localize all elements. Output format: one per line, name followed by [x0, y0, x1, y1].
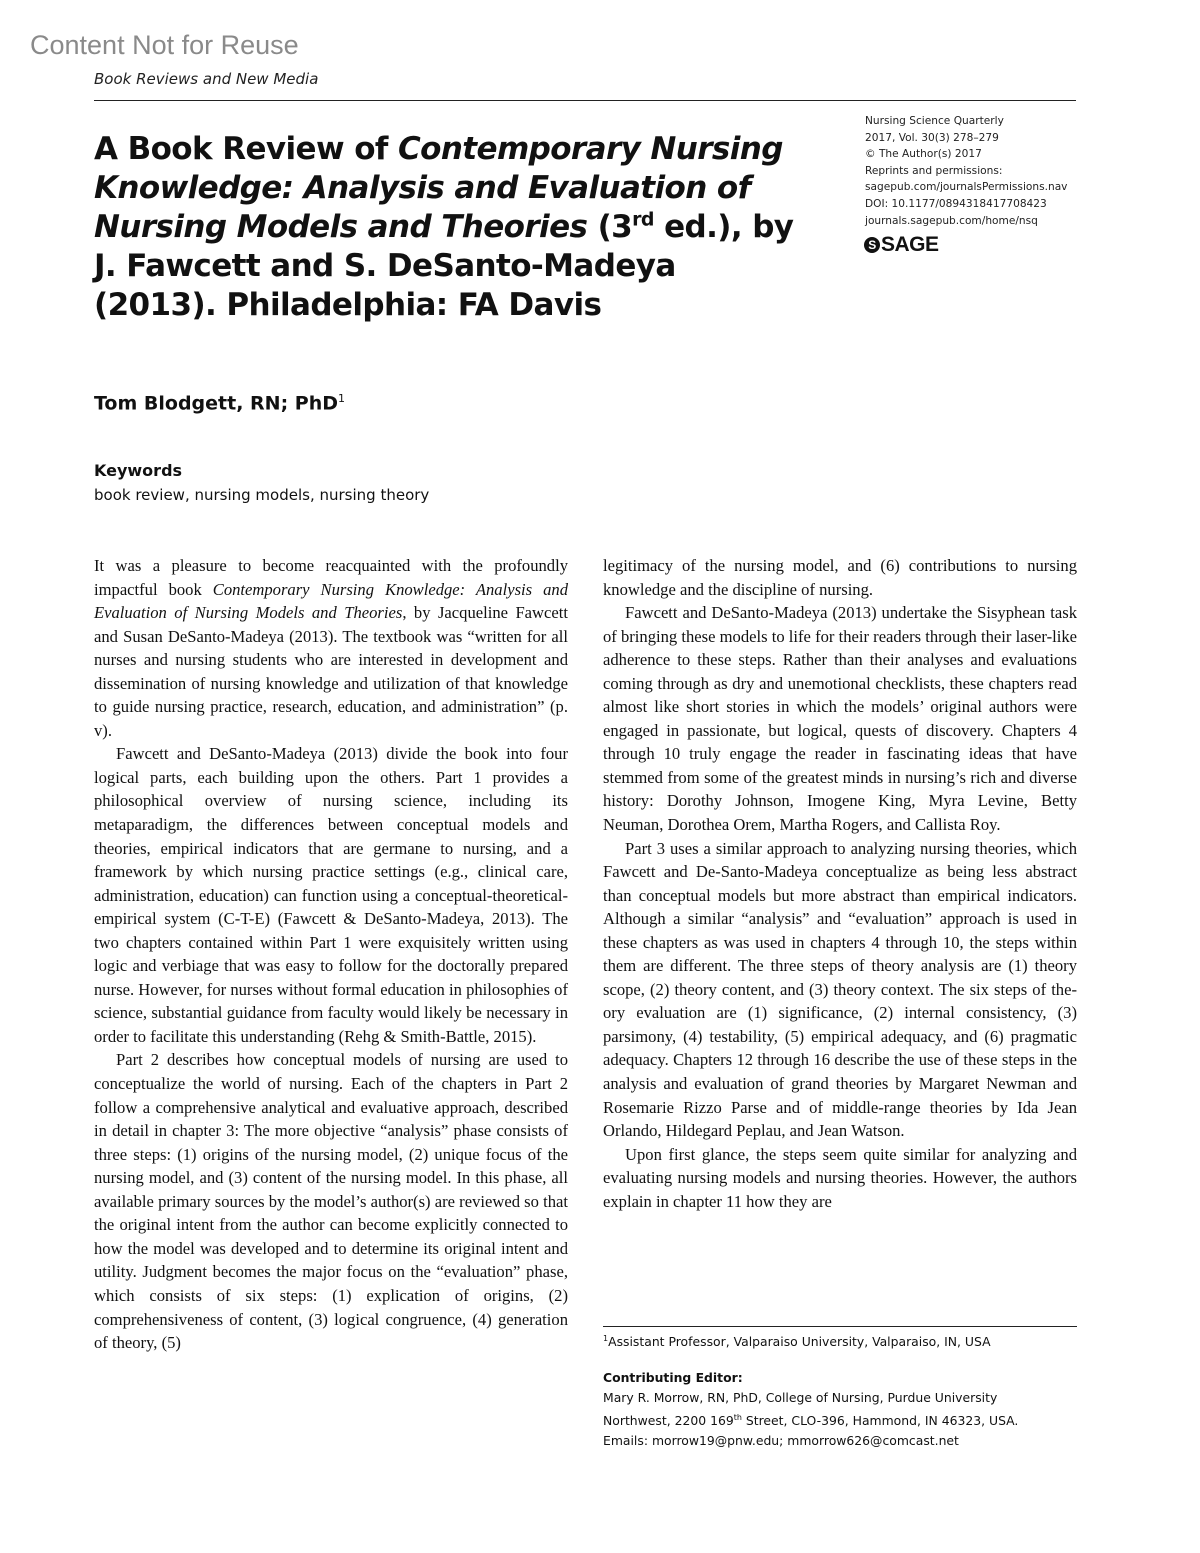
paragraph-text: It was a pleasure to become reacquainted with the profoundly impactful book — [94, 556, 568, 599]
paragraph — [94, 554, 568, 742]
editor-address-b: Street, CLO-396, Hammond, IN 46323, USA. — [741, 1413, 1019, 1429]
paragraph: Fawcett and DeSanto-Madeya (2013) undertake the Sisyphean task of bringing these models to life for their readers through their laser-like adherence to these steps. Rather than their analyses and evaluations coming through as dry and unemotional checklists, these chapters read almost like short stories in which the models’ original authors were engaged in passionate, but logical, quests of discovery. Chapters 4 through 10 truly engage the reader in fascinating ideas that have stemmed from some of the greatest minds in nursing’s rich and diverse history: Dorothy Johnson, Imogene King, Myra Levine, Betty Neuman, Dorothea Orem, Martha Rogers, and Callista Roy. — [603, 603, 1077, 835]
author-name — [94, 392, 345, 414]
footnote-rule — [603, 1326, 1077, 1327]
body-column-right — [603, 554, 1077, 1213]
sage-logo-text: SAGE — [881, 233, 939, 256]
paragraph-text: , by Jacqueline Fawcett and Susan DeSanto-Madeya (2013). The textbook was “written for all nurses and nursing students who are interested in development and dissemination of nursing knowledge and utilization of that knowledge to guide nursing practice, research, education, and administration” (p. v). — [94, 603, 568, 740]
journal-meta — [865, 113, 1080, 229]
affiliation-footnote — [603, 1334, 1083, 1349]
journal-volume: 2017, Vol. 30(3) 278–279 — [865, 131, 999, 144]
journal-homepage-link[interactable]: journals.sagepub.com/home/nsq — [865, 214, 1038, 227]
sage-s-icon: S — [864, 237, 880, 253]
contributing-editor — [603, 1368, 1083, 1451]
journal-reprints: Reprints and permissions: — [865, 164, 1003, 177]
sage-logo — [864, 233, 939, 257]
keywords-heading: Keywords — [94, 461, 183, 480]
paragraph: Upon first glance, the steps seem quite similar for analyzing and evaluating nursing models and nursing theories. However, the authors explain in chapter 11 how they are — [603, 1144, 1077, 1211]
paragraph: Part 2 describes how conceptual models of nursing are used to conceptualize the world of nursing. Each of the chapters in Part 2 follow a comprehensive analytical and evaluative approach, described in detail in chapter 3: The more objective “analysis” phase consists of three steps: (1) origins of the nursing model, (2) unique focus of the nursing model, and (3) content of the nursing model. In this phase, all available primary sources by the model’s author(s) are reviewed so that the original intent from the author can become explicitly connected to how the model was developed and to determine its original intent and utility. Judgment becomes the major focus on the “evaluation” phase, which consists of six steps: (1) explication of origins, (2) comprehensiveness of content, (3) logical congruence, (4) generation of theory, (5) — [94, 1050, 568, 1353]
editor-emails[interactable]: Emails: morrow19@pnw.edu; mmorrow626@comcast.net — [603, 1433, 959, 1449]
journal-copyright: © The Author(s) 2017 — [865, 148, 982, 161]
watermark: Content Not for Reuse — [30, 30, 299, 60]
paragraph: legitimacy of the nursing model, and (6) contributions to nursing knowledge and the discipline of nursing. — [603, 556, 1077, 599]
title-part-d: ed.), by J. Fawcett and S. DeSanto-Madeya (2013). Philadelphia: FA Davis — [94, 209, 794, 323]
article-title — [94, 130, 794, 325]
editor-address-a: Northwest, 2200 169 — [603, 1413, 734, 1429]
book-title-italic: Contemporary Nursing Knowledge: Analysis and Evaluation of Nursing Models and Theories — [94, 579, 568, 623]
title-book-name: Contemporary Nursing Knowledge: Analysis and Evaluation of Nursing Models and Theories — [94, 131, 783, 245]
author-affiliation-marker: 1 — [338, 392, 346, 405]
editor-line-2 — [603, 1408, 1083, 1431]
editor-address-superscript: th — [733, 1413, 742, 1422]
journal-name: Nursing Science Quarterly — [865, 115, 1004, 127]
paragraph: Fawcett and DeSanto-Madeya (2013) divide the book into four logical parts, each building upon the others. Part 1 provides a philosophical overview of nursing science, including its metaparadigm, the differences between conceptual models and theories, empirical indicators that are germane to nursing, and a framework by which nursing practice settings (e.g., clinical care, administration, education) can function using a conceptual-theoretical-empirical system (C-T-E) (Fawcett & DeSanto-Madeya, 2013). The two chapters contained within Part 1 were exquisitely written using logic and verbiage that was easy to follow for the doctorally prepared nurse. However, for nurses without formal education in philosophies of science, substantial guidance from faculty would likely be necessary in order to facilitate this understanding (Rehg & Smith-Battle, 2015). — [94, 744, 568, 1046]
editor-line-1: Mary R. Morrow, RN, PhD, College of Nursing, Purdue University — [603, 1390, 998, 1405]
footnote-text: Assistant Professor, Valparaiso University, Valparaiso, IN, USA — [608, 1334, 991, 1350]
title-part-a: A Book Review of — [94, 131, 398, 167]
contributing-editor-heading: Contributing Editor: — [603, 1370, 743, 1385]
author-text: Tom Blodgett, RN; PhD — [94, 392, 339, 415]
journal-permissions-link[interactable]: sagepub.com/journalsPermissions.nav — [865, 181, 1068, 194]
title-part-c: (3 — [587, 209, 633, 245]
title-superscript: rd — [632, 208, 654, 231]
header-rule — [94, 100, 1076, 101]
keywords-list: book review, nursing models, nursing theory — [94, 486, 430, 504]
journal-doi[interactable]: DOI: 10.1177/0894318417708423 — [865, 197, 1047, 210]
footnote-marker: 1 — [603, 1334, 609, 1343]
running-head: Book Reviews and New Media — [94, 70, 319, 88]
paragraph: Part 3 uses a similar approach to analyzing nursing theories, which Fawcett and De-Santo-Madeya conceptualize as being less abstract than conceptual models but more abstract than empirical indicators. Although a similar “analysis” and “evaluation” approach is used in these chapters as was used in chapters 4 through 10, the steps within them are different. The three steps of theory analysis are (1) theory scope, (2) theory content, and (3) theory context. The six steps of theory evaluation are (1) significance, (2) internal consistency, (3) parsimony, (4) testability, (5) empirical adequacy, and (6) pragmatic adequacy. Chapters 12 through 16 describe the use of these steps in the analysis and evaluation of grand theories by Margaret Newman and Rosemarie Rizzo Parse and of middle-range theories by Ida Jean Orlando, Hildegard Peplau, and Jean Watson. — [603, 838, 1077, 1141]
body-column-left — [94, 554, 568, 1355]
